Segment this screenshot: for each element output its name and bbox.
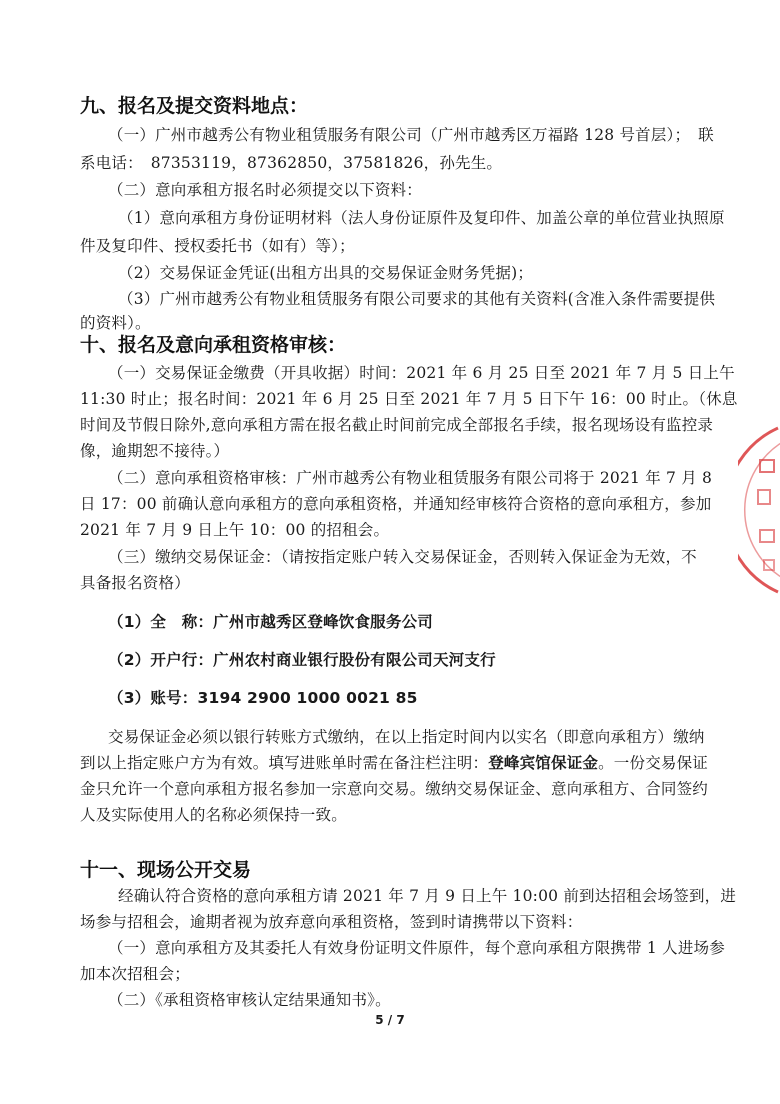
section-10-line: 具备报名资格） xyxy=(80,574,190,592)
section-10-line: 时间及节假日除外,意向承租方需在报名截止时间前完成全部报名手续，报名现场设有监控录 xyxy=(80,416,714,434)
section-9-line: （一）广州市越秀公有物业租赁服务有限公司（广州市越秀区万福路 128 号首层）； 联 xyxy=(108,126,714,144)
section-9-title: 九、报名及提交资料地点： xyxy=(80,95,309,117)
section-9-line: （1）意向承租方身份证明材料（法人身份证原件及复印件、加盖公章的单位营业执照原 xyxy=(118,209,725,227)
account-name: （1）全 称：广州市越秀区登峰饮食服务公司 xyxy=(108,613,433,631)
section-9-line: 的资料）。 xyxy=(80,314,151,332)
section-10-line: （三）缴纳交易保证金：（请按指定账户转入交易保证金，否则转入保证金为无效，不 xyxy=(108,548,697,566)
section-11-line: 经确认符合资格的意向承租方请 2021 年 7 月 9 日上午 10:00 前到达招租会场签到，进 xyxy=(118,887,737,905)
deposit-note-suffix: 。一份交易保证 xyxy=(598,754,709,772)
section-10-line: （一）交易保证金缴费（开具收据）时间：2021 年 6 月 25 日至 2021 年 7 月 5 日上午 xyxy=(108,364,735,382)
deposit-paragraph-line: 金只允许一个意向承租方报名参加一宗意向交易。缴纳交易保证金、意向承租方、合同签约 xyxy=(80,780,709,798)
red-seal-stamp xyxy=(738,420,780,600)
section-9-line: 系电话： 87353119，87362850，37581826，孙先生。 xyxy=(80,154,503,172)
page-number: 5 / 7 xyxy=(375,1013,405,1027)
account-number: （3）账号：3194 2900 1000 0021 85 xyxy=(108,689,418,707)
deposit-note-highlight: 登峰宾馆保证金 xyxy=(488,754,599,772)
section-10-line: 2021 年 7 月 9 日上午 10：00 的招租会。 xyxy=(80,521,390,539)
section-10-line: （二）意向承租资格审核：广州市越秀公有物业租赁服务有限公司将于 2021 年 7 月 8 xyxy=(108,469,713,487)
deposit-paragraph-line: 人及实际使用人的名称必须保持一致。 xyxy=(80,806,347,824)
section-10-line: 11:30 时止；报名时间：2021 年 6 月 25 日至 2021 年 7 月 5 日下午 16：00 时止。（休息 xyxy=(80,390,738,408)
deposit-note-prefix: 到以上指定账户方为有效。填写进账单时需在备注栏注明： xyxy=(80,754,489,772)
section-11-line: 加本次招租会； xyxy=(80,965,190,983)
section-9-line: （3）广州市越秀公有物业租赁服务有限公司要求的其他有关资料(含准入条件需要提供 xyxy=(118,290,716,308)
deposit-paragraph-line: 交易保证金必须以银行转账方式缴纳，在以上指定时间内以实名（即意向承租方）缴纳 xyxy=(108,728,705,746)
section-11-line: （一）意向承租方及其委托人有效身份证明文件原件，每个意向承租方限携带 1 人进场参 xyxy=(108,939,725,957)
section-11-line: 场参与招租会，逾期者视为放弃意向承租资格，签到时请携带以下资料： xyxy=(80,913,583,931)
section-11-title: 十一、现场公开交易 xyxy=(80,859,252,881)
section-9-line: 件及复印件、授权委托书（如有）等）； xyxy=(80,237,355,255)
section-11-line: （二）《承租资格审核认定结果通知书》。 xyxy=(108,991,391,1009)
deposit-paragraph-line xyxy=(80,753,708,773)
section-10-line: 日 17：00 前确认意向承租方的意向承租资格，并通知经审核符合资格的意向承租方，参加 xyxy=(80,495,712,513)
section-9-line: （2）交易保证金凭证(出租方出具的交易保证金财务凭据)； xyxy=(118,264,534,282)
section-9-line: （二）意向承租方报名时必须提交以下资料： xyxy=(108,181,423,199)
account-bank: （2）开户行：广州农村商业银行股份有限公司天河支行 xyxy=(108,651,496,669)
section-10-title: 十、报名及意向承租资格审核： xyxy=(80,334,347,356)
section-10-line: 像，逾期恕不接待。） xyxy=(80,442,230,460)
